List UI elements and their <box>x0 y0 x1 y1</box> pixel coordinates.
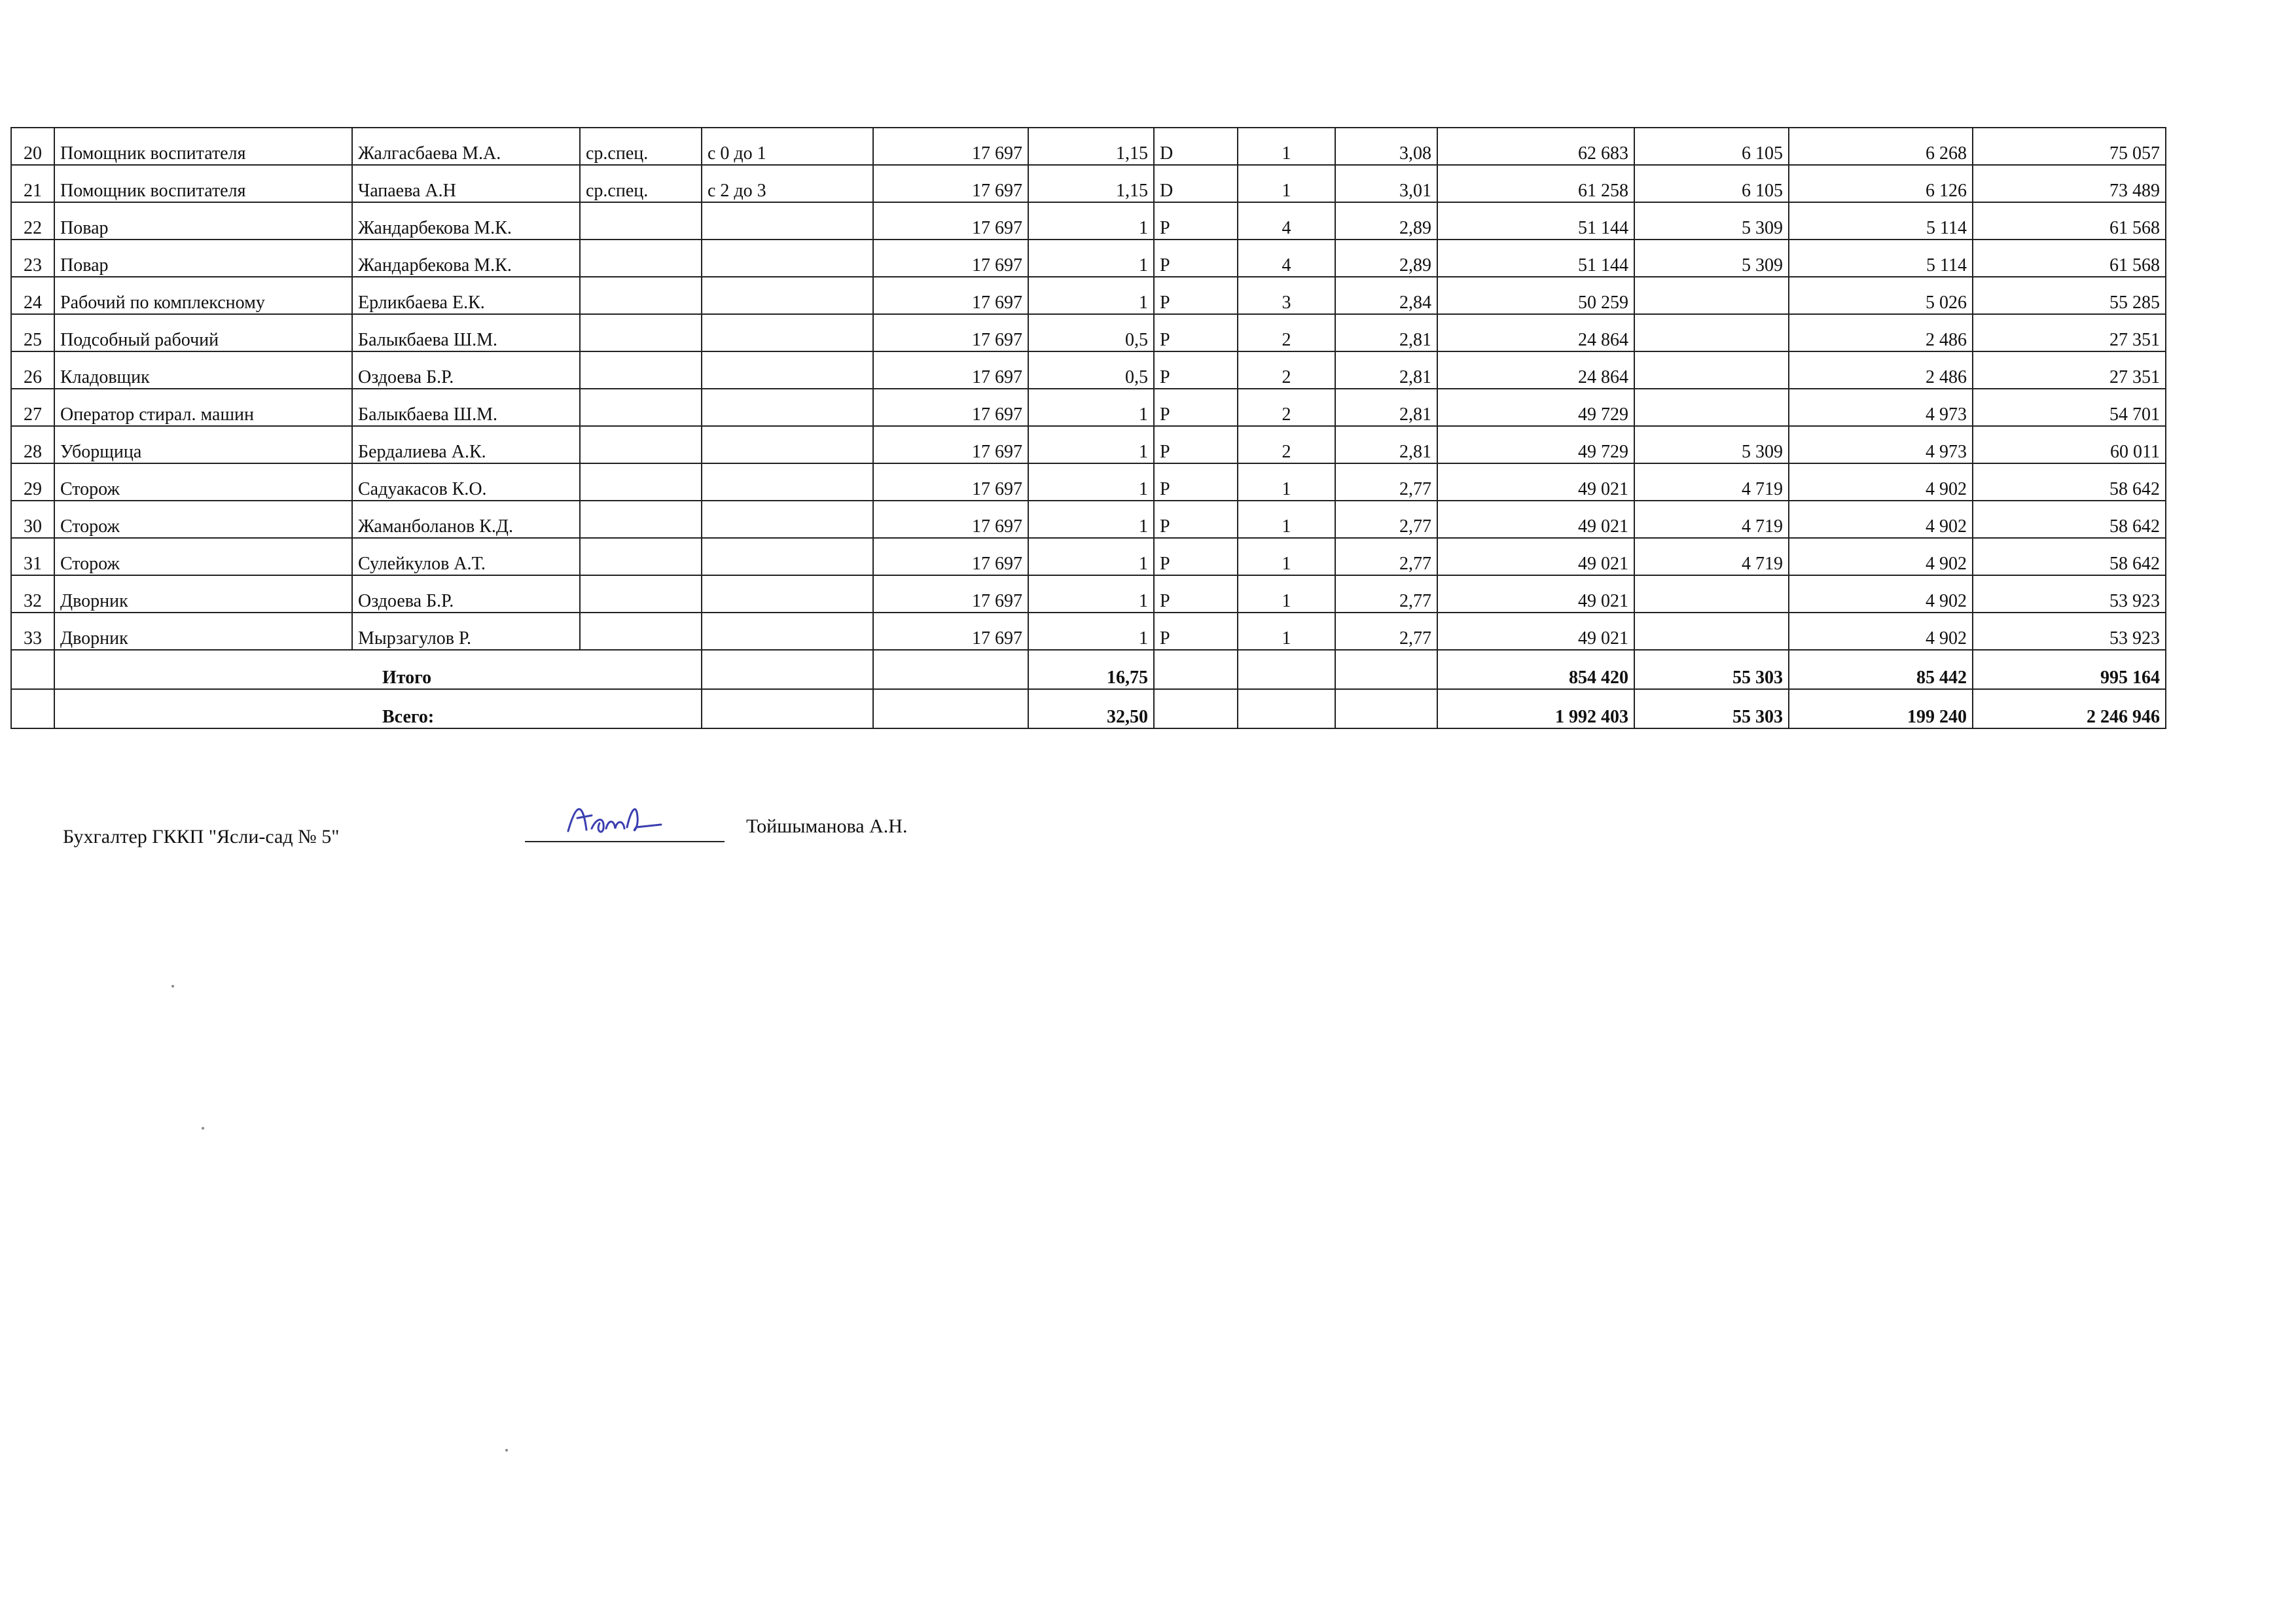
cell-salary: 49 021 <box>1437 575 1634 613</box>
cell-bonus: 5 309 <box>1634 202 1789 240</box>
table-row <box>11 165 2166 202</box>
table-row <box>11 501 2166 538</box>
total-row-label: Всего: <box>54 689 702 728</box>
cell-grade: 4 <box>1238 240 1335 277</box>
cell-edu <box>580 426 702 463</box>
cell-extra: 4 973 <box>1789 426 1973 463</box>
total-row <box>11 689 2166 728</box>
table-row <box>11 202 2166 240</box>
cell-cat: D <box>1154 165 1238 202</box>
cell-rate: 1 <box>1028 389 1154 426</box>
table-row <box>11 426 2166 463</box>
table-row <box>11 314 2166 351</box>
cell-extra: 5 114 <box>1789 202 1973 240</box>
cell-total: 60 011 <box>1973 426 2166 463</box>
empty-cell <box>11 650 54 689</box>
cell-edu <box>580 501 702 538</box>
cell-exp <box>702 426 873 463</box>
cell-exp <box>702 351 873 389</box>
cell-total: 61 568 <box>1973 202 2166 240</box>
cell-bonus: 4 719 <box>1634 463 1789 501</box>
cell-grade: 2 <box>1238 351 1335 389</box>
cell-rate: 1 <box>1028 613 1154 650</box>
cell-n: 33 <box>11 613 54 650</box>
cell-base: 17 697 <box>873 501 1028 538</box>
empty-cell <box>702 689 873 728</box>
cell-salary: 51 144 <box>1437 202 1634 240</box>
cell-coef: 2,77 <box>1335 575 1437 613</box>
cell-total: 55 285 <box>1973 277 2166 314</box>
cell-exp <box>702 538 873 575</box>
subtotal-row <box>11 650 2166 689</box>
subtotal-row-bonus: 55 303 <box>1634 650 1789 689</box>
empty-cell <box>873 650 1028 689</box>
cell-exp <box>702 202 873 240</box>
cell-extra: 6 268 <box>1789 128 1973 165</box>
cell-cat: P <box>1154 202 1238 240</box>
cell-edu: ср.спец. <box>580 128 702 165</box>
scan-speck <box>171 985 174 988</box>
cell-exp: с 0 до 1 <box>702 128 873 165</box>
accountant-name: Тойшыманова А.Н. <box>746 815 908 837</box>
cell-rate: 1 <box>1028 426 1154 463</box>
cell-bonus: 5 309 <box>1634 426 1789 463</box>
cell-extra: 6 126 <box>1789 165 1973 202</box>
cell-total: 75 057 <box>1973 128 2166 165</box>
cell-extra: 4 902 <box>1789 463 1973 501</box>
cell-coef: 2,77 <box>1335 463 1437 501</box>
cell-position: Рабочий по комплексному <box>54 277 352 314</box>
table-row <box>11 463 2166 501</box>
cell-salary: 50 259 <box>1437 277 1634 314</box>
cell-salary: 51 144 <box>1437 240 1634 277</box>
subtotal-row-salary: 854 420 <box>1437 650 1634 689</box>
cell-bonus: 6 105 <box>1634 128 1789 165</box>
cell-extra: 4 902 <box>1789 613 1973 650</box>
cell-total: 58 642 <box>1973 538 2166 575</box>
staff-salary-table <box>10 127 2166 729</box>
table-row <box>11 128 2166 165</box>
cell-grade: 2 <box>1238 426 1335 463</box>
table-row <box>11 389 2166 426</box>
cell-cat: P <box>1154 389 1238 426</box>
cell-name: Жалгасбаева М.А. <box>352 128 580 165</box>
cell-coef: 2,77 <box>1335 538 1437 575</box>
cell-cat: P <box>1154 575 1238 613</box>
cell-n: 20 <box>11 128 54 165</box>
cell-position: Помощник воспитателя <box>54 128 352 165</box>
scan-speck <box>505 1449 508 1452</box>
cell-name: Ерликбаева Е.К. <box>352 277 580 314</box>
cell-n: 27 <box>11 389 54 426</box>
cell-bonus <box>1634 351 1789 389</box>
cell-position: Кладовщик <box>54 351 352 389</box>
cell-rate: 1,15 <box>1028 165 1154 202</box>
cell-n: 29 <box>11 463 54 501</box>
cell-bonus <box>1634 613 1789 650</box>
cell-rate: 0,5 <box>1028 351 1154 389</box>
cell-grade: 1 <box>1238 613 1335 650</box>
table-row <box>11 613 2166 650</box>
cell-rate: 0,5 <box>1028 314 1154 351</box>
empty-cell <box>1335 689 1437 728</box>
cell-n: 22 <box>11 202 54 240</box>
cell-bonus: 4 719 <box>1634 501 1789 538</box>
cell-position: Сторож <box>54 501 352 538</box>
cell-total: 53 923 <box>1973 613 2166 650</box>
cell-rate: 1 <box>1028 277 1154 314</box>
cell-rate: 1 <box>1028 575 1154 613</box>
cell-name: Балыкбаева Ш.М. <box>352 389 580 426</box>
cell-extra: 4 902 <box>1789 501 1973 538</box>
cell-cat: P <box>1154 314 1238 351</box>
cell-coef: 2,89 <box>1335 202 1437 240</box>
total-row-bonus: 55 303 <box>1634 689 1789 728</box>
cell-extra: 2 486 <box>1789 351 1973 389</box>
cell-name: Оздоева Б.Р. <box>352 575 580 613</box>
empty-cell <box>1238 689 1335 728</box>
cell-grade: 1 <box>1238 128 1335 165</box>
cell-name: Мырзагулов Р. <box>352 613 580 650</box>
cell-total: 27 351 <box>1973 314 2166 351</box>
cell-cat: D <box>1154 128 1238 165</box>
cell-rate: 1 <box>1028 240 1154 277</box>
cell-extra: 4 902 <box>1789 538 1973 575</box>
cell-bonus <box>1634 277 1789 314</box>
cell-total: 27 351 <box>1973 351 2166 389</box>
cell-n: 30 <box>11 501 54 538</box>
cell-cat: P <box>1154 426 1238 463</box>
cell-bonus <box>1634 575 1789 613</box>
cell-cat: P <box>1154 463 1238 501</box>
cell-edu <box>580 538 702 575</box>
cell-edu <box>580 277 702 314</box>
cell-name: Бердалиева А.К. <box>352 426 580 463</box>
cell-grade: 1 <box>1238 501 1335 538</box>
cell-base: 17 697 <box>873 128 1028 165</box>
cell-base: 17 697 <box>873 538 1028 575</box>
subtotal-row-total: 995 164 <box>1973 650 2166 689</box>
cell-coef: 2,81 <box>1335 351 1437 389</box>
empty-cell <box>702 650 873 689</box>
cell-coef: 3,01 <box>1335 165 1437 202</box>
cell-grade: 1 <box>1238 538 1335 575</box>
cell-base: 17 697 <box>873 426 1028 463</box>
cell-salary: 49 021 <box>1437 463 1634 501</box>
cell-rate: 1 <box>1028 501 1154 538</box>
cell-name: Жандарбекова М.К. <box>352 240 580 277</box>
cell-salary: 49 021 <box>1437 538 1634 575</box>
cell-edu <box>580 240 702 277</box>
cell-base: 17 697 <box>873 613 1028 650</box>
cell-edu <box>580 202 702 240</box>
cell-total: 58 642 <box>1973 463 2166 501</box>
subtotal-row-extra: 85 442 <box>1789 650 1973 689</box>
cell-base: 17 697 <box>873 575 1028 613</box>
cell-extra: 5 026 <box>1789 277 1973 314</box>
cell-bonus: 5 309 <box>1634 240 1789 277</box>
cell-n: 21 <box>11 165 54 202</box>
cell-cat: P <box>1154 351 1238 389</box>
cell-coef: 3,08 <box>1335 128 1437 165</box>
empty-cell <box>1335 650 1437 689</box>
cell-coef: 2,77 <box>1335 501 1437 538</box>
cell-n: 32 <box>11 575 54 613</box>
cell-cat: P <box>1154 501 1238 538</box>
subtotal-row-label: Итого <box>54 650 702 689</box>
empty-cell <box>1238 650 1335 689</box>
cell-bonus <box>1634 389 1789 426</box>
cell-extra: 4 902 <box>1789 575 1973 613</box>
cell-total: 73 489 <box>1973 165 2166 202</box>
cell-grade: 3 <box>1238 277 1335 314</box>
handwritten-signature <box>563 797 668 843</box>
cell-coef: 2,81 <box>1335 389 1437 426</box>
cell-n: 26 <box>11 351 54 389</box>
cell-salary: 49 021 <box>1437 613 1634 650</box>
cell-rate: 1 <box>1028 538 1154 575</box>
cell-base: 17 697 <box>873 389 1028 426</box>
cell-exp: с 2 до 3 <box>702 165 873 202</box>
cell-name: Жандарбекова М.К. <box>352 202 580 240</box>
total-row-total: 2 246 946 <box>1973 689 2166 728</box>
total-row-salary: 1 992 403 <box>1437 689 1634 728</box>
cell-salary: 62 683 <box>1437 128 1634 165</box>
cell-total: 54 701 <box>1973 389 2166 426</box>
cell-cat: P <box>1154 613 1238 650</box>
cell-n: 24 <box>11 277 54 314</box>
cell-grade: 2 <box>1238 314 1335 351</box>
empty-cell <box>11 689 54 728</box>
cell-position: Подсобный рабочий <box>54 314 352 351</box>
cell-edu <box>580 613 702 650</box>
cell-exp <box>702 613 873 650</box>
cell-total: 53 923 <box>1973 575 2166 613</box>
cell-exp <box>702 240 873 277</box>
accountant-title: Бухгалтер ГККП "Ясли-сад № 5" <box>63 826 340 847</box>
cell-base: 17 697 <box>873 463 1028 501</box>
cell-bonus <box>1634 314 1789 351</box>
cell-edu <box>580 314 702 351</box>
cell-name: Чапаева А.Н <box>352 165 580 202</box>
cell-exp <box>702 277 873 314</box>
cell-position: Дворник <box>54 575 352 613</box>
cell-exp <box>702 314 873 351</box>
cell-position: Повар <box>54 202 352 240</box>
cell-coef: 2,89 <box>1335 240 1437 277</box>
cell-cat: P <box>1154 240 1238 277</box>
cell-position: Оператор стирал. машин <box>54 389 352 426</box>
cell-position: Помощник воспитателя <box>54 165 352 202</box>
cell-extra: 5 114 <box>1789 240 1973 277</box>
cell-exp <box>702 389 873 426</box>
cell-grade: 2 <box>1238 389 1335 426</box>
cell-name: Сулейкулов А.Т. <box>352 538 580 575</box>
scan-speck <box>202 1127 204 1130</box>
empty-cell <box>873 689 1028 728</box>
table-body <box>11 128 2166 728</box>
cell-edu <box>580 463 702 501</box>
total-row-extra: 199 240 <box>1789 689 1973 728</box>
cell-total: 58 642 <box>1973 501 2166 538</box>
cell-position: Сторож <box>54 463 352 501</box>
cell-coef: 2,84 <box>1335 277 1437 314</box>
cell-n: 31 <box>11 538 54 575</box>
cell-salary: 49 729 <box>1437 389 1634 426</box>
cell-base: 17 697 <box>873 202 1028 240</box>
cell-exp <box>702 575 873 613</box>
subtotal-row-rate: 16,75 <box>1028 650 1154 689</box>
cell-salary: 49 021 <box>1437 501 1634 538</box>
cell-extra: 4 973 <box>1789 389 1973 426</box>
cell-bonus: 6 105 <box>1634 165 1789 202</box>
cell-position: Повар <box>54 240 352 277</box>
cell-coef: 2,81 <box>1335 314 1437 351</box>
cell-cat: P <box>1154 538 1238 575</box>
cell-base: 17 697 <box>873 165 1028 202</box>
empty-cell <box>1154 689 1238 728</box>
table-row <box>11 277 2166 314</box>
cell-salary: 61 258 <box>1437 165 1634 202</box>
empty-cell <box>1154 650 1238 689</box>
cell-exp <box>702 501 873 538</box>
cell-total: 61 568 <box>1973 240 2166 277</box>
cell-extra: 2 486 <box>1789 314 1973 351</box>
cell-rate: 1 <box>1028 202 1154 240</box>
cell-rate: 1,15 <box>1028 128 1154 165</box>
cell-edu <box>580 351 702 389</box>
cell-grade: 4 <box>1238 202 1335 240</box>
cell-name: Оздоева Б.Р. <box>352 351 580 389</box>
table-row <box>11 538 2166 575</box>
cell-edu: ср.спец. <box>580 165 702 202</box>
cell-n: 25 <box>11 314 54 351</box>
cell-grade: 1 <box>1238 575 1335 613</box>
cell-base: 17 697 <box>873 351 1028 389</box>
table-row <box>11 575 2166 613</box>
cell-name: Садуакасов К.О. <box>352 463 580 501</box>
cell-salary: 24 864 <box>1437 351 1634 389</box>
cell-grade: 1 <box>1238 165 1335 202</box>
cell-exp <box>702 463 873 501</box>
cell-grade: 1 <box>1238 463 1335 501</box>
cell-salary: 49 729 <box>1437 426 1634 463</box>
cell-position: Дворник <box>54 613 352 650</box>
table-row <box>11 240 2166 277</box>
total-row-rate: 32,50 <box>1028 689 1154 728</box>
cell-name: Балыкбаева Ш.М. <box>352 314 580 351</box>
cell-position: Сторож <box>54 538 352 575</box>
cell-n: 23 <box>11 240 54 277</box>
cell-rate: 1 <box>1028 463 1154 501</box>
cell-bonus: 4 719 <box>1634 538 1789 575</box>
table-row <box>11 351 2166 389</box>
cell-salary: 24 864 <box>1437 314 1634 351</box>
cell-edu <box>580 389 702 426</box>
cell-base: 17 697 <box>873 240 1028 277</box>
cell-base: 17 697 <box>873 314 1028 351</box>
cell-n: 28 <box>11 426 54 463</box>
cell-coef: 2,81 <box>1335 426 1437 463</box>
cell-coef: 2,77 <box>1335 613 1437 650</box>
cell-base: 17 697 <box>873 277 1028 314</box>
cell-edu <box>580 575 702 613</box>
cell-cat: P <box>1154 277 1238 314</box>
cell-name: Жаманболанов К.Д. <box>352 501 580 538</box>
cell-position: Уборщица <box>54 426 352 463</box>
